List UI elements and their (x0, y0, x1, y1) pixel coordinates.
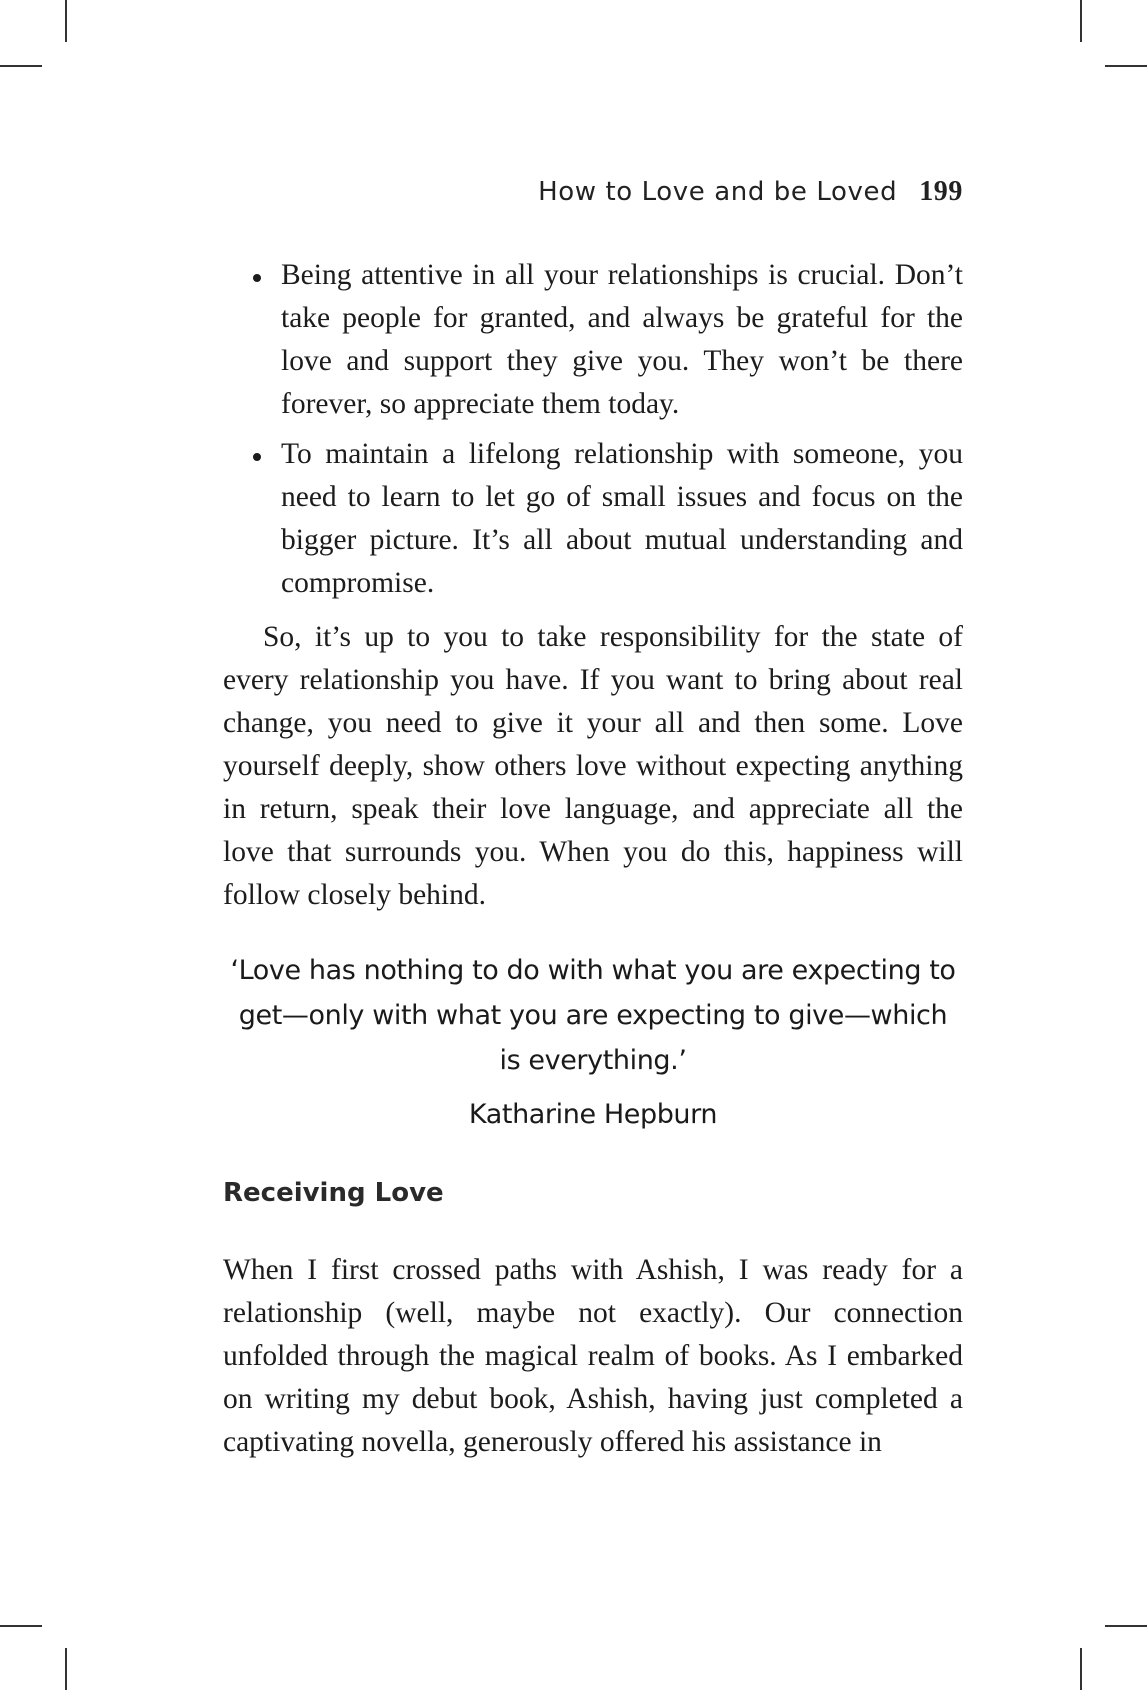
bullet-icon (253, 453, 261, 461)
body-paragraph: So, it’s up to you to take responsibility for the state of every relationship you have. If you want to bring about real change, you need to give it your all and then some. Love yourself deeply, show others love without expecting anything in return, speak their love language, and appreciate all the love that surrounds you. When you do this, happiness will follow closely behind. (223, 621, 963, 911)
list-item-text: Being attentive in all your relationships is crucial. Don’t take people for granted, and always be grateful for the love and support they give you. They won’t be there forever, so appreciate them today. (281, 259, 963, 420)
crop-mark (65, 0, 67, 42)
bullet-icon (253, 274, 261, 282)
crop-mark (0, 1625, 42, 1627)
crop-mark (0, 65, 42, 67)
page-number: 199 (919, 176, 963, 207)
crop-mark (1080, 0, 1082, 42)
crop-mark (1105, 1625, 1147, 1627)
list-item (223, 254, 963, 426)
list-item-text: To maintain a lifelong relationship with someone, you need to learn to let go of small issues and focus on the bigger picture. It’s all about mutual understanding and compromise. (281, 438, 963, 599)
quote-line: is everything.’ (499, 1045, 687, 1076)
crop-mark (1105, 65, 1147, 67)
quote-line: ‘Love has nothing to do with what you are expecting to (230, 955, 956, 986)
crop-mark (1080, 1648, 1082, 1690)
quote-author: Katharine Hepburn (468, 1099, 718, 1130)
section-heading: Receiving Love (223, 1178, 444, 1208)
quote-line: get—only with what you are expecting to give—which (238, 1000, 948, 1031)
bullet-list (223, 254, 963, 612)
crop-mark (65, 1648, 67, 1690)
body-paragraph: When I first crossed paths with Ashish, I was ready for a relationship (well, maybe not exactly). Our connection unfolded through the magical realm of books. As I embarked on writing my debut book, Ashish, having just completed a captivating novella, generously offered his assistance in (223, 1254, 963, 1458)
epigraph-quote (223, 948, 963, 1083)
list-item (223, 433, 963, 605)
running-head (538, 176, 963, 208)
running-title: How to Love and be Loved (538, 177, 898, 207)
